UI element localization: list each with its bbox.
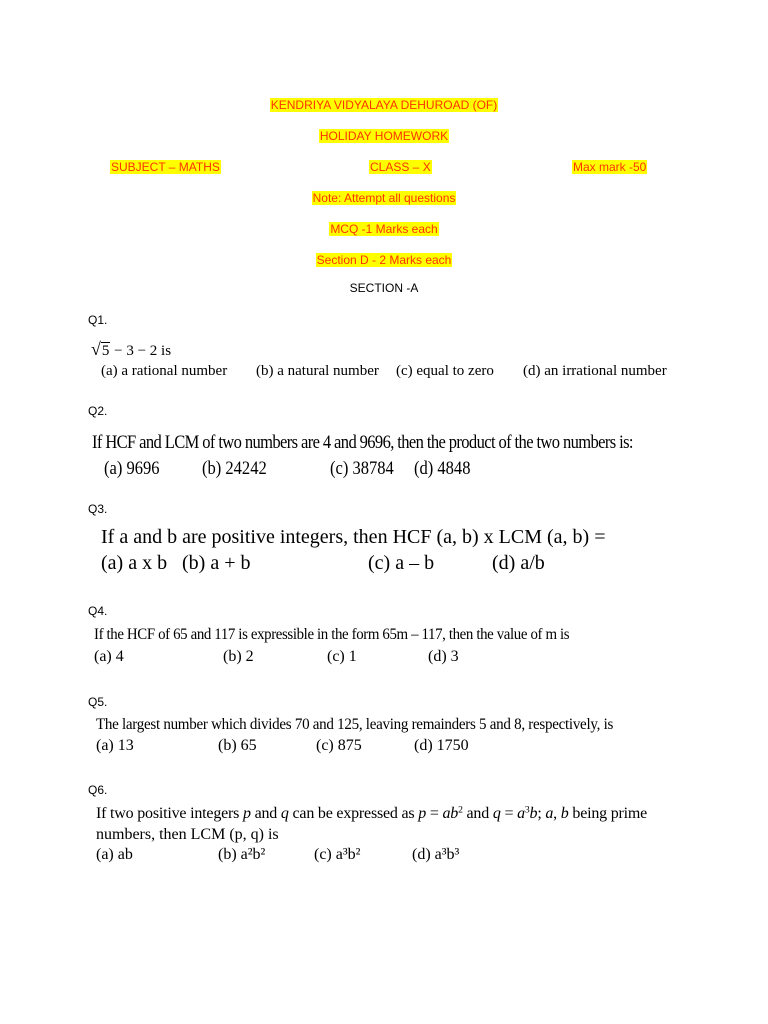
option-q2-b: (b) 24242 (202, 458, 267, 479)
question-label-q5: Q5. (88, 695, 108, 709)
option-q5-b: (b) 65 (218, 737, 257, 754)
question-stem-q6-line2: numbers, then LCM (p, q) is (96, 826, 279, 843)
section-a-heading: SECTION -A (349, 281, 419, 295)
question-stem-q5: The largest number which divides 70 and 125, leaving remainders 5 and 8, respectively, is (96, 716, 614, 733)
question-label-q1: Q1. (88, 313, 108, 327)
option-q1-d: (d) an irrational number (523, 363, 667, 379)
option-q4-c: (c) 1 (327, 648, 357, 665)
option-q1-b: (b) a natural number (256, 363, 379, 379)
subject-label: SUBJECT – MATHS (111, 160, 220, 174)
square-root-expression: √5 (91, 339, 110, 359)
option-q3-c: (c) a – b (368, 552, 435, 574)
mcq-marks-line: MCQ -1 Marks each (330, 222, 438, 236)
option-q6-c: (c) a³b² (314, 846, 361, 863)
note-line: Note: Attempt all questions (312, 191, 456, 205)
option-q4-b: (b) 2 (223, 648, 254, 665)
option-q3-a: (a) a x b (101, 552, 168, 574)
question-stem-q4: If the HCF of 65 and 117 is expressible in the form 65m – 117, then the value of m is (94, 626, 570, 643)
section-d-marks-line: Section D - 2 Marks each (316, 253, 452, 267)
option-q2-a: (a) 9696 (104, 458, 160, 479)
question-label-q2: Q2. (88, 404, 108, 418)
option-q2-d: (d) 4848 (414, 458, 471, 479)
max-mark-label: Max mark -50 (573, 160, 647, 174)
question-stem-q3: If a and b are positive integers, then HCF (a, b) x LCM (a, b) = (101, 526, 606, 548)
option-q5-a: (a) 13 (96, 737, 134, 754)
question-label-q4: Q4. (88, 604, 108, 618)
option-q3-b: (b) a + b (182, 552, 251, 574)
option-q1-a: (a) a rational number (101, 363, 228, 379)
class-label: CLASS – X (370, 160, 431, 174)
option-q4-a: (a) 4 (94, 648, 124, 665)
option-q6-b: (b) a²b² (218, 846, 266, 863)
option-q2-c: (c) 38784 (330, 458, 394, 479)
question-label-q3: Q3. (88, 502, 108, 516)
option-q6-d: (d) a³b³ (412, 846, 460, 863)
homework-title: HOLIDAY HOMEWORK (319, 129, 449, 143)
option-q6-a: (a) ab (96, 846, 133, 863)
question-stem-q2: If HCF and LCM of two numbers are 4 and 9696, then the product of the two numbers is: (92, 432, 633, 453)
question-label-q6: Q6. (88, 783, 108, 797)
question-stem-q1: √5 − 3 − 2 is (91, 339, 172, 359)
option-q5-d: (d) 1750 (414, 737, 469, 754)
option-q5-c: (c) 875 (316, 737, 362, 754)
option-q1-c: (c) equal to zero (396, 363, 494, 379)
option-q3-d: (d) a/b (492, 552, 545, 574)
school-name: KENDRIYA VIDYALAYA DEHUROAD (OF) (270, 98, 498, 112)
option-q4-d: (d) 3 (428, 648, 459, 665)
question-stem-q6-line1: If two positive integers p and q can be expressed as $p = ab^2$ and $q = a^3b$; a, b being prime (96, 804, 648, 822)
